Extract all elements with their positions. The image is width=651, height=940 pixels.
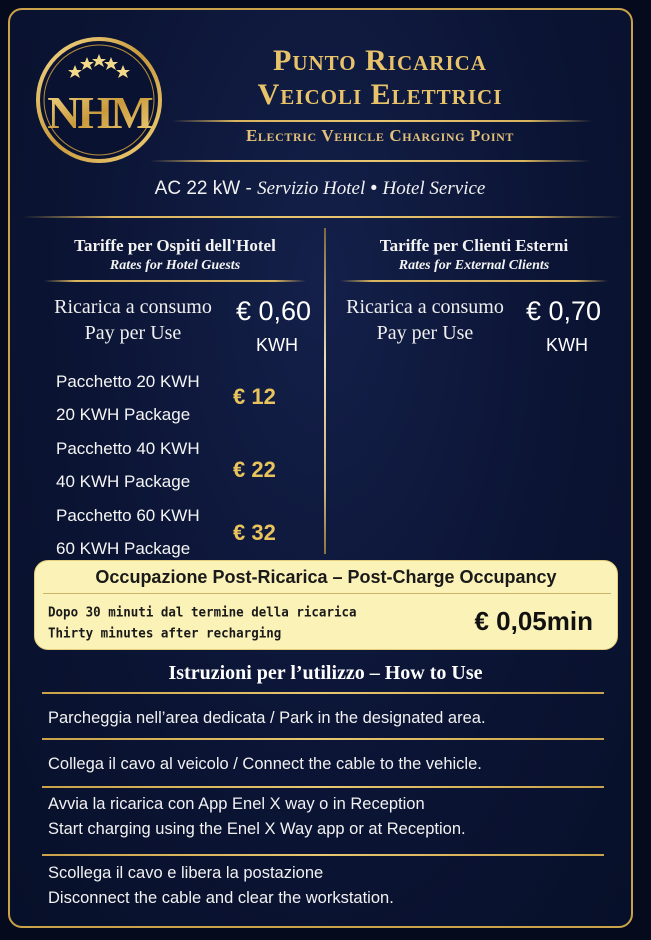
external-ppu-label xyxy=(330,294,520,346)
external-subheading: Rates for External Clients xyxy=(398,258,550,273)
guests-heading-block xyxy=(44,236,306,282)
guests-ppu-unit: KWH xyxy=(256,335,298,355)
howto-step-2 xyxy=(48,752,608,777)
package-60-price: € 32 xyxy=(233,520,276,545)
service-divider xyxy=(22,216,622,218)
package-20 xyxy=(56,372,200,425)
package-60-it: Pacchetto 60 KWH xyxy=(56,506,200,525)
occupancy-line-it: Dopo 30 minuti dal termine della ricarica xyxy=(48,604,357,620)
howto-divider-3 xyxy=(42,854,604,856)
service-power: AC 22 kW - xyxy=(154,178,258,199)
howto-step-4-line2: Disconnect the cable and clear the workstation. xyxy=(48,889,394,907)
logo-text: NHM xyxy=(47,87,151,138)
occupancy-title: Occupazione Post-Ricarica – Post-Charge Occupancy xyxy=(95,567,557,587)
service-en: Hotel Service xyxy=(382,178,486,199)
package-40 xyxy=(56,439,200,492)
guests-ppu-en: Pay per Use xyxy=(84,322,182,344)
occupancy-price: € 0,05min xyxy=(474,606,593,636)
package-40-en: 40 KWH Package xyxy=(56,472,191,491)
howto-step-1-line1: Parcheggia nell’area dedicata / Park in the designated area. xyxy=(48,709,486,727)
service-line xyxy=(40,178,600,200)
service-it: Servizio Hotel xyxy=(257,178,366,199)
package-60-en: 60 KWH Package xyxy=(56,539,191,558)
subtitle: Electric Vehicle Charging Point xyxy=(245,126,515,145)
external-ppu-en: Pay per Use xyxy=(376,322,474,344)
howto-step-4 xyxy=(48,861,608,911)
package-40-price: € 22 xyxy=(233,457,276,482)
post-charge-occupancy-box xyxy=(34,560,618,650)
package-20-it: Pacchetto 20 KWH xyxy=(56,372,200,391)
guests-ppu-it: Ricarica a consumo xyxy=(54,296,212,318)
occupancy-line-en: Thirty minutes after recharging xyxy=(48,625,282,641)
service-separator: • xyxy=(365,178,383,199)
howto-step-1 xyxy=(48,706,608,731)
howto-step-2-line1: Collega il cavo al veicolo / Connect the cable to the vehicle. xyxy=(48,755,482,773)
package-20-price: € 12 xyxy=(233,384,276,409)
title-line-2: Veicoli Elettrici xyxy=(257,78,503,111)
howto-divider-0 xyxy=(42,692,604,694)
howto-step-4-line1: Scollega il cavo e libera la postazione xyxy=(48,864,324,882)
title-line-1: Punto Ricarica xyxy=(273,44,487,77)
hotel-logo xyxy=(34,35,164,165)
howto-step-3-line1: Avvia la ricarica con App Enel X way o in Reception xyxy=(48,795,425,813)
howto-step-3-line2: Start charging using the Enel X Way app or at Reception. xyxy=(48,820,466,838)
external-heading-block xyxy=(340,236,608,282)
howto-step-3 xyxy=(48,792,608,842)
howto-divider-2 xyxy=(42,786,604,788)
guests-ppu-label xyxy=(36,294,230,346)
guests-heading: Tariffe per Ospiti dell'Hotel xyxy=(74,236,276,255)
occupancy-conditions xyxy=(48,602,357,644)
external-underline xyxy=(340,280,608,282)
package-60 xyxy=(56,506,200,559)
howto-divider-1 xyxy=(42,738,604,740)
title-divider xyxy=(172,120,592,122)
external-ppu-it: Ricarica a consumo xyxy=(346,296,504,318)
package-40-it: Pacchetto 40 KWH xyxy=(56,439,200,458)
guests-ppu-price: € 0,60 xyxy=(236,296,312,326)
external-ppu-price: € 0,70 xyxy=(526,296,602,326)
howto-title: Istruzioni per l’utilizzo – How to Use xyxy=(168,662,483,684)
package-20-en: 20 KWH Package xyxy=(56,405,191,424)
guests-underline xyxy=(44,280,306,282)
subtitle-divider xyxy=(150,160,590,162)
external-heading: Tariffe per Clienti Esterni xyxy=(379,236,569,255)
guests-subheading: Rates for Hotel Guests xyxy=(109,258,241,273)
occupancy-divider xyxy=(43,593,611,594)
column-divider xyxy=(324,228,326,554)
external-ppu-unit: KWH xyxy=(546,335,588,355)
